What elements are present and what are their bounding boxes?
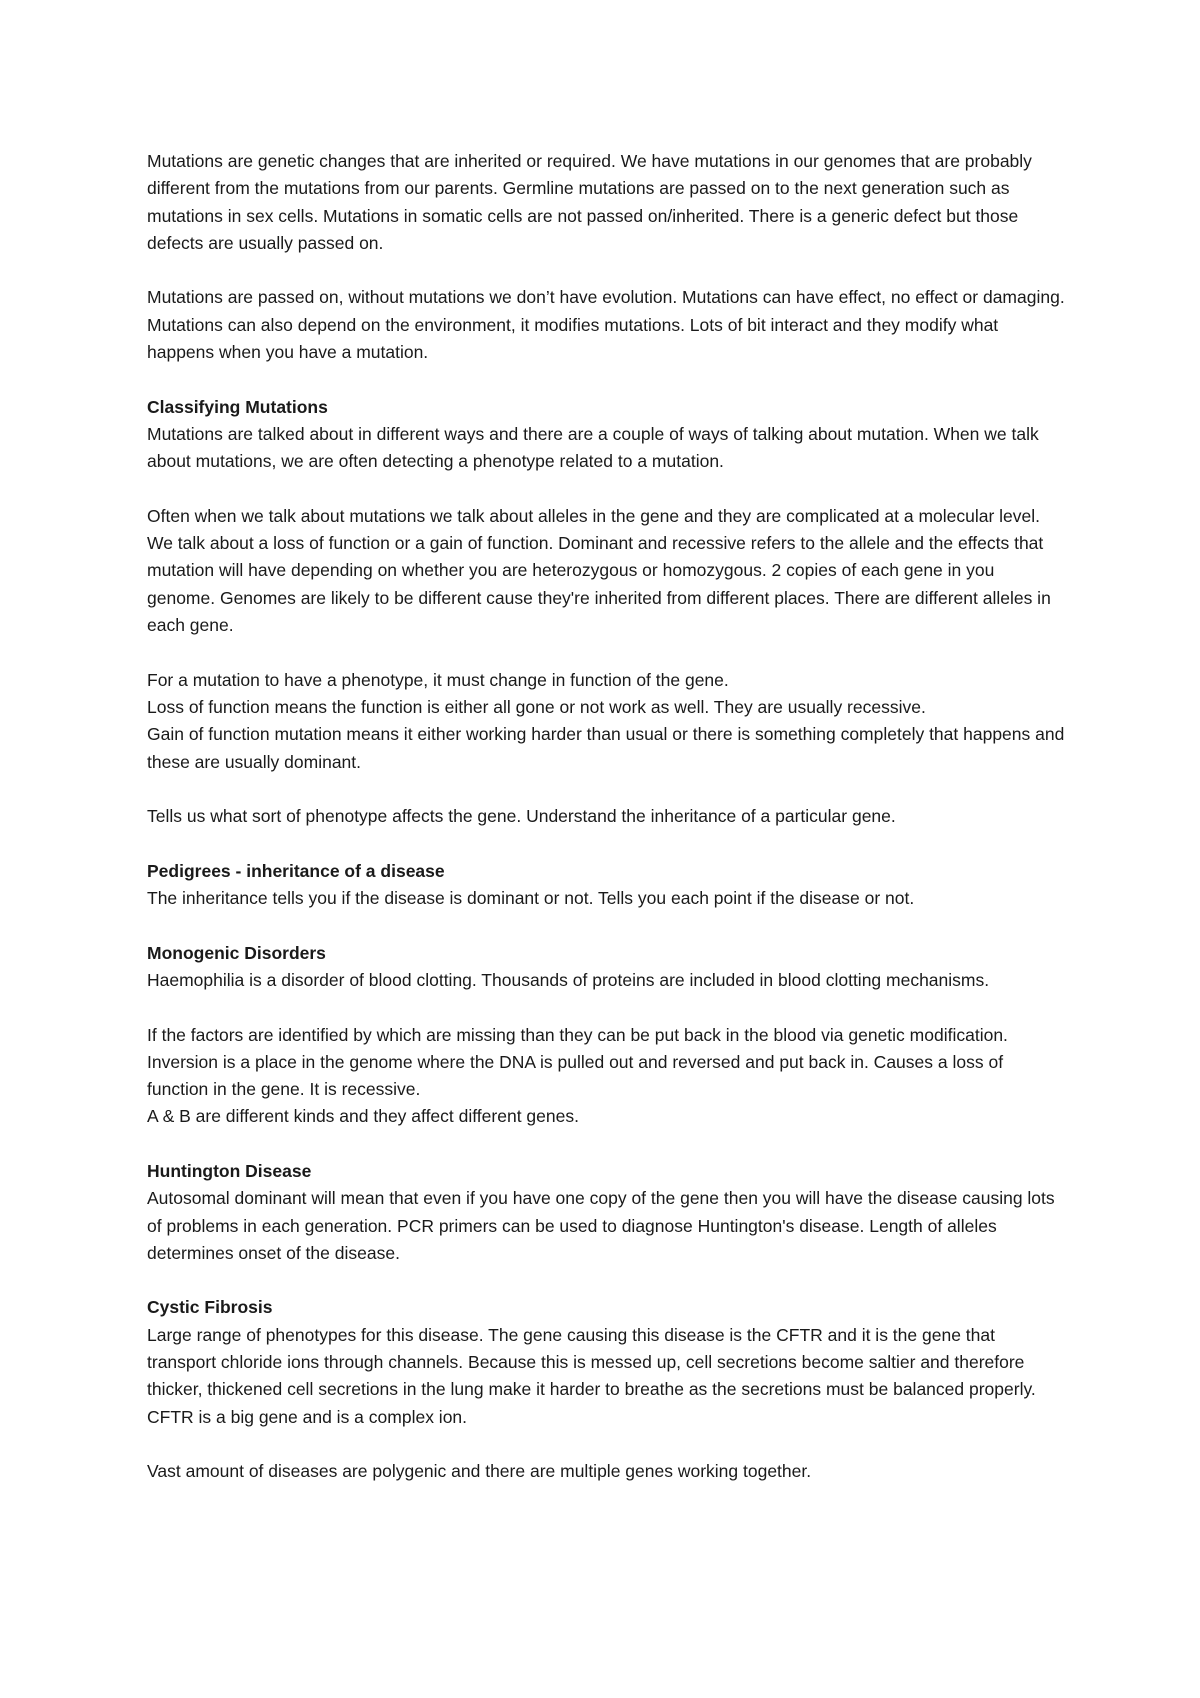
paragraph: For a mutation to have a phenotype, it must change in function of the gene.	[147, 669, 729, 690]
paragraph: Haemophilia is a disorder of blood clotting. Thousands of proteins are included in blood clotting mechanisms.	[147, 969, 990, 990]
section-function	[147, 667, 1067, 776]
section-intro	[147, 148, 1067, 257]
section-heading: Classifying Mutations	[147, 396, 328, 417]
paragraph: Gain of function mutation means it either working harder than usual or there is something completely that happens and these are usually dominant.	[147, 724, 1065, 772]
paragraph: Mutations are genetic changes that are inherited or required. We have mutations in our genomes that are probably different from the mutations from our parents. Germline mutations are passed on to the next generation such as mutations in sex cells. Mutations in somatic cells are not passed on/inherited. There is a generic defect but those defects are usually passed on.	[147, 151, 1032, 253]
paragraph: Large range of phenotypes for this disease. The gene causing this disease is the CFTR and it is the gene that transport chloride ions through channels. Because this is messed up, cell secretions become saltier and therefore thicker, thickened cell secretions in the lung make it harder to breathe as the secretions must be balanced properly. CFTR is a big gene and is a complex ion.	[147, 1324, 1036, 1427]
paragraph: Autosomal dominant will mean that even if you have one copy of the gene then you will have the disease causing lots of problems in each generation. PCR primers can be used to diagnose Huntington's disease. Length of alleles determines onset of the disease.	[147, 1188, 1055, 1263]
section-cystic-fibrosis	[147, 1294, 1067, 1430]
paragraph: Often when we talk about mutations we talk about alleles in the gene and they are complicated at a molecular level. We talk about a loss of function or a gain of function. Dominant and recessive refers to the allele and the effects that mutation will have depending on whether you are heterozygous or homozygous. 2 copies of each gene in you genome. Genomes are likely to be different cause they're inherited from different places. There are different alleles in each gene.	[147, 505, 1051, 636]
section-monogenic-disorders	[147, 940, 1067, 995]
paragraph: Vast amount of diseases are polygenic and there are multiple genes working together.	[147, 1461, 812, 1482]
paragraph: Tells us what sort of phenotype affects the gene. Understand the inheritance of a particular gene.	[147, 806, 896, 827]
section-heading: Monogenic Disorders	[147, 942, 326, 963]
paragraph: A & B are different kinds and they affect different genes.	[147, 1106, 579, 1127]
document-body	[147, 148, 1067, 1486]
section-heading: Cystic Fibrosis	[147, 1297, 273, 1318]
section-haemophilia-details	[147, 1022, 1067, 1131]
paragraph: If the factors are identified by which are missing than they can be put back in the blood via genetic modification.	[147, 1024, 1008, 1045]
section-huntington-disease	[147, 1158, 1067, 1267]
section-alleles	[147, 503, 1067, 639]
paragraph: Inversion is a place in the genome where the DNA is pulled out and reversed and put back in. Causes a loss of function in the gene. It is recessive.	[147, 1051, 1004, 1100]
paragraph: Loss of function means the function is either all gone or not work as well. They are usually recessive.	[147, 696, 926, 717]
section-heading: Huntington Disease	[147, 1160, 312, 1181]
section-evolution	[147, 284, 1067, 366]
paragraph: Mutations are talked about in different ways and there are a couple of ways of talking about mutation. When we talk about mutations, we are often detecting a phenotype related to a mutation.	[147, 423, 1039, 472]
paragraph: The inheritance tells you if the disease is dominant or not. Tells you each point if the disease or not.	[147, 888, 915, 909]
section-heading: Pedigrees - inheritance of a disease	[147, 860, 445, 881]
section-polygenic	[147, 1458, 1067, 1485]
section-phenotype	[147, 803, 1067, 830]
section-pedigrees	[147, 858, 1067, 913]
section-classifying-mutations	[147, 394, 1067, 476]
paragraph: Mutations are passed on, without mutations we don’t have evolution. Mutations can have effect, no effect or damaging. Mutations can also depend on the environment, it modifies mutations. Lots of bit interact and they modify what happens when you have a mutation.	[147, 287, 1065, 363]
